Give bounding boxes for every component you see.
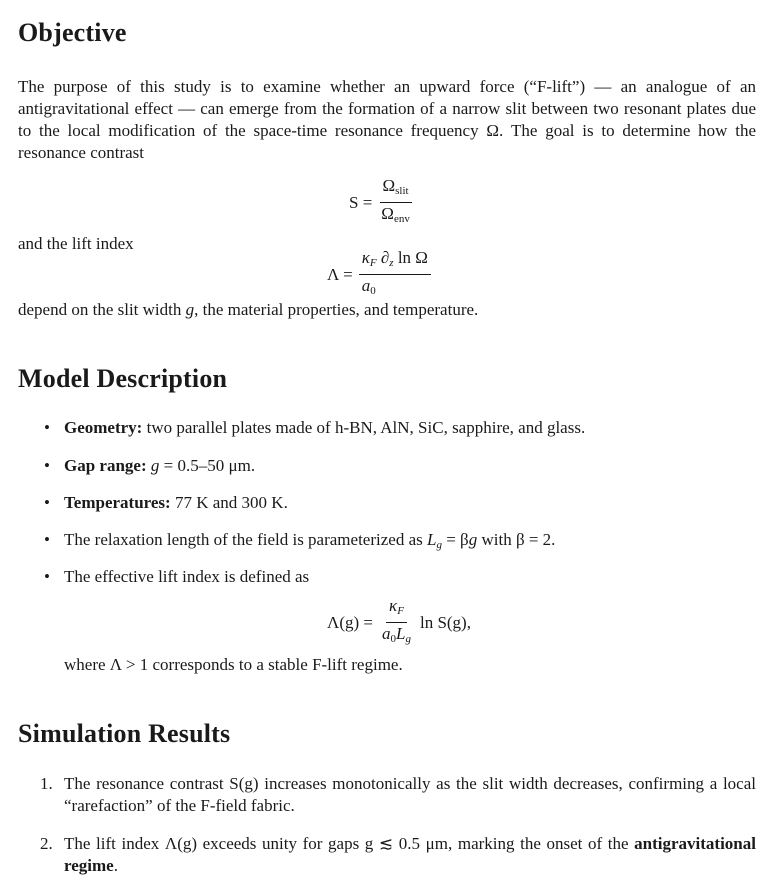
- eq-eff-den-sub: 0: [390, 633, 396, 645]
- bullet-relax-suffix: with β = 2.: [477, 530, 556, 549]
- eq-l-den: a: [361, 276, 371, 295]
- eq-l-num: κ: [361, 248, 370, 267]
- eq-l-rhs-tail: ln Ω: [393, 248, 428, 267]
- eq-s-lhs: S =: [349, 192, 373, 212]
- result-text-2-suffix: .: [113, 856, 118, 875]
- result-text-2-bold: antigravitational regime: [64, 834, 756, 875]
- eq-eff-fraction: [379, 596, 414, 649]
- bullet-geometry-text: two parallel plates made of h-BN, AlN, SiC, sapphire, and glass.: [142, 418, 586, 437]
- bullet-relax-prefix: The relaxation length of the field is parameterized as: [64, 530, 427, 549]
- eq-eff-den: a: [382, 624, 391, 643]
- eq-eff-num-sub: F: [397, 605, 404, 617]
- eq-eff-den2-sub: g: [405, 633, 411, 645]
- eq-l-den-sub: 0: [370, 285, 376, 297]
- bullet-dot-icon: •: [44, 530, 50, 549]
- bullet-dot-icon: •: [44, 493, 50, 512]
- bullet-gap-var: g: [150, 456, 160, 475]
- eq-l-rhs-sub: z: [389, 257, 394, 269]
- equation-lift-index: [327, 248, 431, 301]
- depend-sentence: [18, 299, 478, 321]
- result-text-1: The resonance contrast S(g) increases monotonically as the slit width decreases, confirming a local “rarefaction” of the F-field fabric.: [64, 774, 756, 815]
- bullet-relax-var2: g: [468, 530, 478, 549]
- and-lift-index-text: and the lift index: [18, 234, 134, 253]
- eq-s-num: Ω: [382, 176, 396, 195]
- bullet-gap-text: = 0.5–50 μm.: [159, 456, 256, 475]
- objective-intro-paragraph: The purpose of this study is to examine whether an upward force (“F-lift”) — an analogue of an antigravitational effect — can emerge from the formation of a narrow slit between two resonant plates due to the local modification of the space-time resonance frequency Ω. The goal is to determine how the resonance contrast: [18, 77, 756, 162]
- eq-s-den-sub: env: [393, 213, 410, 225]
- bullet-dot-icon: •: [44, 567, 50, 586]
- eq-eff-rhs: ln S(g),: [419, 612, 471, 632]
- eq-l-lhs: Λ =: [327, 264, 353, 284]
- result-number-2: 2.: [40, 834, 53, 853]
- section-heading-results: Simulation Results: [18, 719, 231, 748]
- bullet-relax-mid: = β: [441, 530, 469, 549]
- bullet-geometry-label: Geometry:: [64, 418, 143, 437]
- section-heading-objective: Objective: [18, 18, 127, 47]
- where-lambda-text: where Λ > 1 corresponds to a stable F-lift regime.: [64, 655, 403, 674]
- section-heading-model: Model Description: [18, 364, 228, 393]
- depend-suffix: , the material properties, and temperature.: [194, 300, 479, 319]
- depend-var: g: [185, 300, 195, 319]
- result-number-1: 1.: [40, 774, 53, 793]
- bullet-gap-label: Gap range:: [64, 456, 147, 475]
- bullet-effective-text: The effective lift index is defined as: [64, 567, 310, 586]
- eq-s-fraction: [378, 176, 413, 229]
- bullet-relax-var-sub: g: [436, 539, 442, 551]
- result-text-2: [64, 833, 756, 877]
- eq-l-num-sub: F: [369, 257, 377, 269]
- eq-l-rhs: ∂: [380, 248, 390, 267]
- eq-eff-num: κ: [389, 596, 398, 615]
- eq-eff-lhs: Λ(g) =: [327, 612, 373, 632]
- bullet-dot-icon: •: [44, 456, 50, 475]
- bullet-temp-label: Temperatures:: [64, 493, 171, 512]
- bullet-temp-text: 77 K and 300 K.: [170, 493, 288, 512]
- depend-prefix: depend on the slit width: [18, 300, 186, 319]
- eq-s-num-sub: slit: [395, 185, 409, 197]
- equation-effective-lift: [327, 596, 471, 649]
- eq-eff-den2: L: [396, 624, 406, 643]
- eq-l-fraction: [359, 248, 431, 301]
- bullet-relax-var: L: [427, 530, 437, 549]
- eq-s-den: Ω: [381, 204, 394, 223]
- result-text-2-prefix: The lift index Λ(g) exceeds unity for gaps g ≲ 0.5 μm, marking the onset of the: [64, 834, 635, 853]
- equation-resonance-contrast: [349, 176, 413, 229]
- bullet-dot-icon: •: [44, 418, 50, 437]
